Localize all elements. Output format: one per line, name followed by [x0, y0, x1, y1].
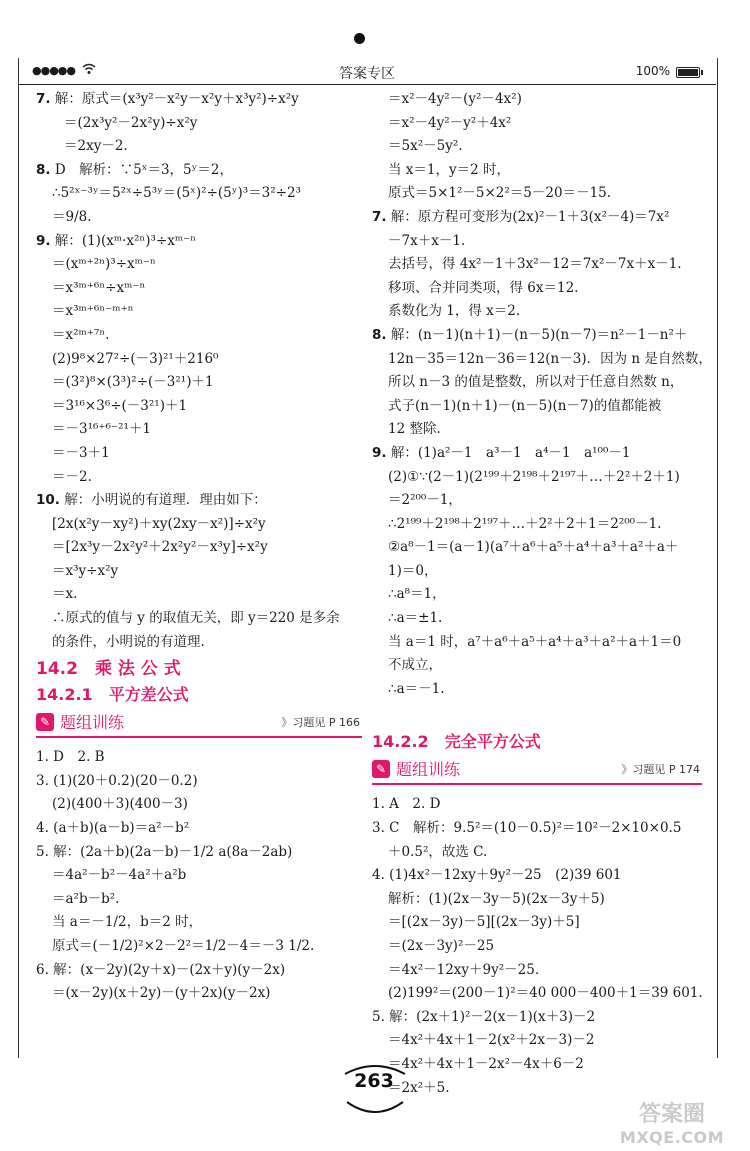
- left-q10-line-6: ∴原式的值与 y 的取值无关，即 y＝220 是多余: [52, 610, 340, 627]
- right-q7-line-3: 去括号，得 4x²－1＋3x²－12＝7x²－7x＋x－1.: [388, 256, 682, 273]
- section-title: 14.2 乘 法 公 式: [36, 659, 181, 680]
- right-cont-line-2: ＝x²－4y²－y²＋4x²: [388, 114, 512, 131]
- exercise-reference: 》习题见 P 174: [621, 763, 700, 777]
- right-a4-line-3: ＝[(2x－3y)－5][(2x－3y)＋5]: [388, 914, 580, 931]
- right-q8-line-4: 式子(n－1)(n＋1)－(n－5)(n－7)的值都能被: [388, 397, 662, 414]
- right-a5-line-1: 5. 解：(2x＋1)²－2(x－1)(x＋3)－2: [372, 1008, 596, 1025]
- group-training-label: 题组训练: [396, 760, 461, 780]
- right-cont-line-3: ＝5x²－5y².: [388, 138, 463, 155]
- group-training-label: 题组训练: [60, 713, 125, 733]
- right-q9-line-4: ∴2¹⁹⁹＋2¹⁹⁸＋2¹⁹⁷＋…＋2²＋2＋1＝2²⁰⁰－1.: [388, 515, 662, 532]
- right-a3-line-1: 3. C 解析：9.5²＝(10－0.5)²＝10²－2×10×0.5: [372, 820, 682, 837]
- right-q7-line-1: [372, 206, 702, 230]
- right-q8-line-3: 所以 n－3 的值是整数，所以对于任意自然数 n，: [388, 374, 684, 391]
- subsection-title-right: 14.2.2 完全平方公式: [372, 732, 541, 752]
- right-q8-line-2: 12n－35＝12n－36＝12(n－3)．因为 n 是自然数，: [388, 350, 712, 367]
- right-a1: 1. A 2. D: [372, 796, 441, 813]
- left-q10-line-7: 的条件，小明说的有道理.: [52, 633, 205, 650]
- left-q8-line-3: ＝9/8.: [52, 208, 92, 225]
- right-column: [372, 88, 712, 1100]
- right-q8-line-5: 12 整除.: [388, 421, 441, 438]
- right-q9-line-8: ∴a＝±1.: [388, 610, 443, 627]
- pencil-icon: ✎: [36, 713, 54, 731]
- left-q10-line-2: [2x(x²y－xy²)＋xy(2xy－x²)]÷x²y: [52, 515, 266, 532]
- right-a4-line-5: ＝4x²－12xy＋9y²－25.: [388, 961, 540, 978]
- right-a3-line-2: ＋0.5²，故选 C.: [388, 843, 488, 860]
- right-q9-line-3: ＝2²⁰⁰－1，: [388, 492, 462, 509]
- right-cont-line-4: 当 x＝1，y＝2 时，: [388, 161, 511, 178]
- right-cont-line-1: ＝x²－4y²－(y²－4x²): [388, 91, 522, 107]
- left-q10-text-1: 解：小明说的有道理．理由如下：: [59, 492, 267, 509]
- left-q9-line-1: [36, 230, 362, 254]
- left-q9-line-6: (2)9⁸×27²÷(－3)²¹＋216⁰: [52, 350, 219, 367]
- right-q7-line-4: 移项、合并同类项，得 6x＝12.: [388, 279, 579, 296]
- left-a5-line-1: 5. 解：(2a＋b)(2a－b)－1/2 a(8a－2ab): [36, 843, 293, 860]
- watermark: [602, 1097, 742, 1147]
- question-number: 7.: [372, 208, 387, 225]
- right-a4-line-4: ＝(2x－3y)²－25: [388, 938, 495, 954]
- right-a5-line-3: ＝4x²＋4x＋1－2x²－4x＋6－2: [388, 1055, 584, 1072]
- status-bar: [18, 60, 716, 85]
- left-q7-text-1: 解：原式＝(x³y²－x²y－x²y＋x³y²)÷x²y: [50, 91, 299, 107]
- right-a5-line-2: ＝4x²＋4x＋1－2(x²＋2x－3)－2: [388, 1032, 595, 1049]
- left-q9-line-4: ＝x³ᵐ⁺⁶ⁿ⁻ᵐ⁺ⁿ: [52, 303, 134, 320]
- left-q10-line-3: ＝[2x³y－2x²y²＋2x²y²－x³y]÷x²y: [52, 539, 268, 556]
- right-q7-line-2: －7x＋x－1.: [388, 232, 466, 249]
- watermark-logo: 答案圈: [638, 1102, 705, 1127]
- left-a5-line-5: 原式＝(－1/2)²×2－2²＝1/2－4＝－3 1/2.: [52, 938, 315, 954]
- right-q8-line-1: [372, 324, 702, 348]
- left-a5-line-3: ＝a²b－b².: [52, 890, 120, 907]
- left-q10-line-4: ＝x³y÷x²y: [52, 562, 119, 579]
- left-q9-line-10: ＝－3＋1: [52, 444, 110, 461]
- signal-icon: ●●●●●: [32, 64, 75, 77]
- left-q9-line-9: ＝－3¹⁶⁺⁶⁻²¹＋1: [52, 421, 151, 438]
- left-q10-line-1: [36, 489, 362, 513]
- right-q9-line-11: ∴a＝－1.: [388, 680, 445, 697]
- right-cont-line-5: 原式＝5×1²－5×2²＝5－20＝－15.: [388, 185, 612, 202]
- left-q8-text-1: D 解析：∵5ˣ＝3，5ʸ＝2，: [50, 161, 233, 178]
- left-column: [36, 88, 362, 1006]
- question-number: 7.: [36, 91, 51, 107]
- camera-dot: [354, 33, 365, 44]
- left-a6-line-1: 6. 解：(x－2y)(2y＋x)－(2x＋y)(y－2x): [36, 961, 286, 978]
- question-number: 10.: [36, 492, 60, 509]
- right-a4-line-1: 4. (1)4x²－12xy＋9y²－25 (2)39 601: [372, 867, 622, 884]
- left-q9-line-8: ＝3¹⁶×3⁶÷(－3²¹)＋1: [52, 397, 188, 414]
- battery-fill: [678, 69, 698, 76]
- left-a6-line-2: ＝(x－2y)(x＋2y)－(y＋2x)(y－2x): [52, 985, 271, 1002]
- watermark-site: MXQE.COM: [619, 1128, 725, 1147]
- question-number: 9.: [36, 232, 51, 249]
- right-a4-line-2: 解析：(1)(2x－3y－5)(2x－3y＋5): [388, 890, 605, 907]
- right-q9-line-7: ∴a⁸＝1，: [388, 586, 446, 603]
- left-q8-line-2: ∴5²ˣ⁻³ʸ＝5²ˣ÷5³ʸ＝(5ˣ)²÷(5ʸ)³＝3²÷2³: [52, 185, 301, 202]
- right-a4-line-6: (2)199²＝(200－1)²＝40 000－400＋1＝39 601.: [388, 985, 703, 1002]
- left-q9-line-3: ＝x³ᵐ⁺⁶ⁿ÷xᵐ⁻ⁿ: [52, 279, 146, 296]
- right-q9-line-5: ②a⁸－1＝(a－1)(a⁷＋a⁶＋a⁵＋a⁴＋a³＋a²＋a＋: [388, 539, 679, 556]
- right-q7-text-1: 解：原方程可变形为(2x)²－1＋3(x²－4)＝7x²: [386, 208, 670, 225]
- right-q9-line-9: 当 a＝1 时，a⁷＋a⁶＋a⁵＋a⁴＋a³＋a²＋a＋1＝0: [388, 633, 682, 650]
- right-a5-line-4: ＝2x²＋5.: [388, 1079, 450, 1096]
- right-q9-line-10: 不成立，: [388, 657, 442, 674]
- left-q9-line-2: ＝(xᵐ⁺²ⁿ)³÷xᵐ⁻ⁿ: [52, 256, 156, 273]
- left-q7-line-2: ＝(2x³y²－2x²y)÷x²y: [64, 114, 198, 131]
- left-a4: 4. (a＋b)(a－b)＝a²－b²: [36, 820, 190, 837]
- group-training-bar-right: [372, 757, 702, 785]
- exercise-reference: 》习题见 P 166: [281, 716, 360, 730]
- right-q7-line-5: 系数化为 1，得 x＝2.: [388, 303, 521, 320]
- question-number: 8.: [372, 326, 387, 343]
- right-q8-text-1: 解：(n－1)(n＋1)－(n－5)(n－7)＝n²－1－n²＋: [386, 326, 688, 343]
- right-section-spacer: [372, 703, 702, 729]
- group-training-bar-left: [36, 710, 362, 738]
- left-q9-text-1: 解：(1)(xᵐ·x²ⁿ)³÷xᵐ⁻ⁿ: [50, 232, 197, 249]
- battery-icon: [676, 67, 700, 78]
- question-number: 9.: [372, 444, 387, 461]
- left-q7-line-3: ＝2xy－2.: [64, 138, 128, 155]
- question-number: 8.: [36, 161, 51, 178]
- status-title: 答案专区: [339, 66, 395, 82]
- right-q9-line-1: [372, 442, 702, 466]
- left-a5-line-2: ＝4a²－b²－4a²＋a²b: [52, 867, 187, 884]
- left-q9-line-7: ＝(3²)⁸×(3³)²÷(－3²¹)＋1: [52, 374, 214, 391]
- subsection-title-left: 14.2.1 平方差公式: [36, 685, 189, 705]
- left-q9-line-5: ＝x²ᵐ⁺⁷ⁿ.: [52, 326, 110, 343]
- right-q9-line-2: (2)①∵(2－1)(2¹⁹⁹＋2¹⁹⁸＋2¹⁹⁷＋…＋2²＋2＋1): [388, 468, 680, 485]
- left-q9-line-11: ＝－2.: [52, 468, 92, 485]
- left-q10-line-5: ＝x.: [52, 586, 78, 603]
- right-q9-text-1: 解：(1)a²－1 a³－1 a⁴－1 a¹⁰⁰－1: [386, 444, 631, 461]
- left-a3-line-1: 3. (1)(20＋0.2)(20－0.2): [36, 772, 198, 789]
- left-a5-line-4: 当 a＝－1/2，b＝2 时，: [52, 914, 203, 931]
- left-q8-line-1: [36, 159, 362, 183]
- left-a1: 1. D 2. B: [36, 749, 105, 766]
- battery-percent: 100%: [635, 64, 670, 78]
- page-number: 263: [354, 1070, 394, 1092]
- right-q9-line-6: 1)＝0，: [388, 562, 438, 579]
- pencil-icon: ✎: [372, 760, 390, 778]
- left-a3-line-2: (2)(400＋3)(400－3): [52, 796, 188, 813]
- left-q7-line-1: [36, 88, 362, 112]
